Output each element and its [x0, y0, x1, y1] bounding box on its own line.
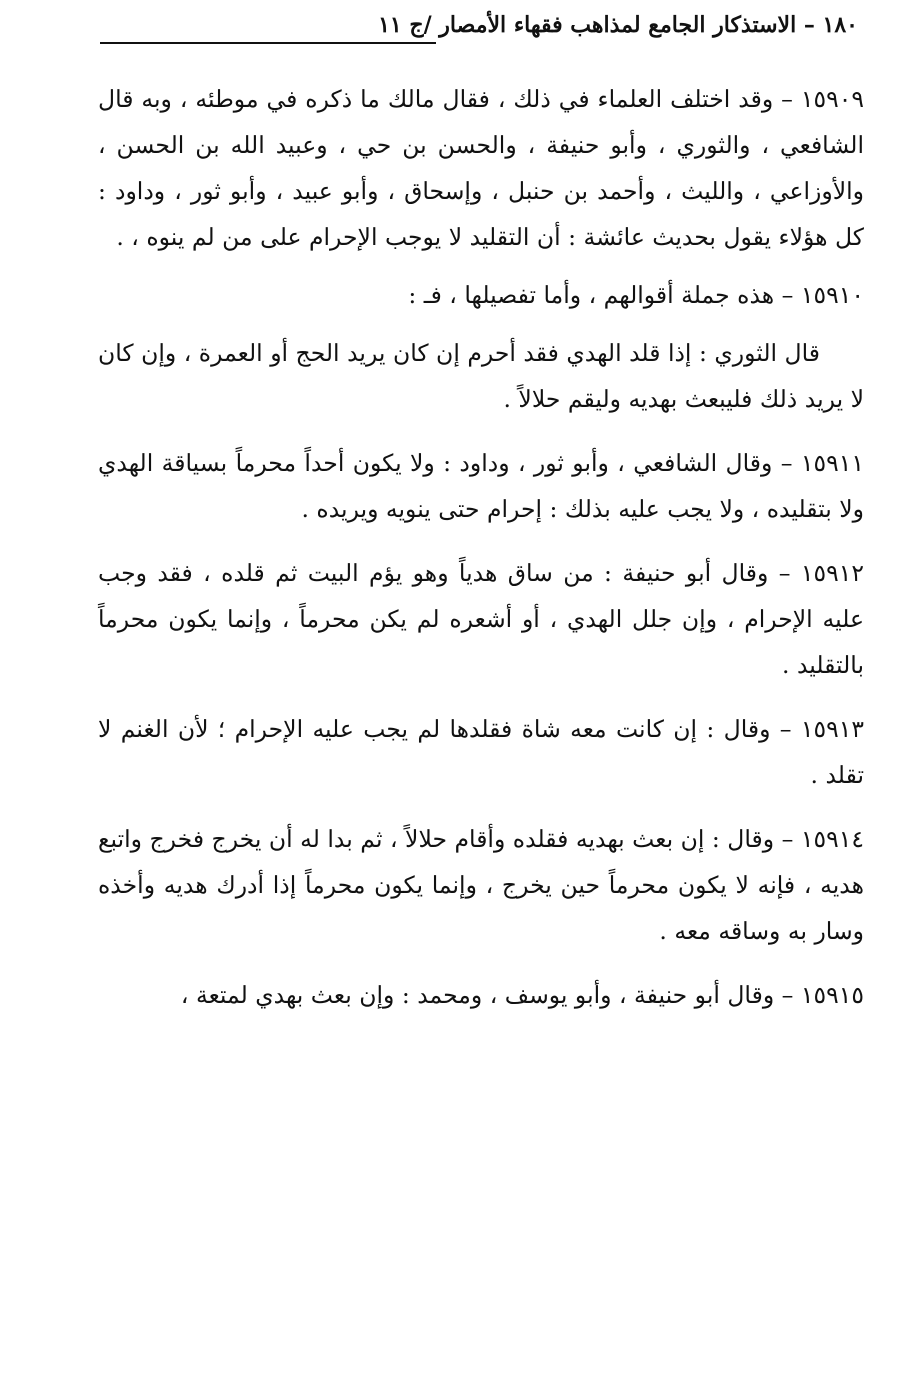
header-rule [100, 42, 436, 44]
paragraph-15915 [98, 972, 864, 1018]
paragraph-text: – وقد اختلف العلماء في ذلك ، فقال مالك ما ذكره في موطئه ، وبه قال الشافعي ، والثوري ، وأبو حنيفة ، والحسن بن حي ، وعبيد الله بن الحسن ، والأوزاعي ، والليث ، وأحمد بن حنبل ، وإسحاق ، وأبو عبيد ، وأبو ثور ، وداود : كل هؤلاء يقول بحديث عائشة : أن التقليد لا يوجب الإحرام على من لم ينوه ، . [98, 85, 864, 251]
paragraph-number: ١٥٩١٥ [800, 981, 864, 1009]
paragraph-text: – وقال : إن بعث بهديه فقلده وأقام حلالاً ، ثم بدا له أن يخرج فخرج واتبع هديه ، فإنه لا يكون محرماً حين يخرج ، وإنما يكون محرماً إذا أدرك هديه وأخذه وسار به وساقه معه . [98, 825, 864, 945]
page-body [98, 76, 864, 1030]
paragraph-number: ١٥٩١٤ [800, 825, 864, 853]
paragraph-text: – وقال أبو حنيفة : من ساق هدياً وهو يؤم البيت ثم قلده ، فقد وجب عليه الإحرام ، وإن جلل الهدي ، أو أشعره لم يكن محرماً ، وإنما يكون محرماً بالتقليد . [98, 559, 864, 679]
page-number: ١٨٠ [822, 12, 858, 38]
running-title: – الاستذكار الجامع لمذاهب فقهاء الأمصار /ج ١١ [378, 12, 815, 38]
paragraph-number: ١٥٩١٢ [800, 559, 864, 587]
paragraph-text: – وقال أبو حنيفة ، وأبو يوسف ، ومحمد : وإن بعث بهدي لمتعة ، [180, 981, 794, 1009]
paragraph-text: – وقال : إن كانت معه شاة فقلدها لم يجب عليه الإحرام ؛ لأن الغنم لا تقلد . [98, 715, 864, 789]
paragraph-number: ١٥٩٠٩ [800, 85, 864, 113]
paragraph-number: ١٥٩١٠ [800, 281, 864, 309]
paragraph-15914 [98, 816, 864, 954]
paragraph-15909 [98, 76, 864, 260]
paragraph-number: ١٥٩١١ [800, 449, 864, 477]
paragraph-text: – وقال الشافعي ، وأبو ثور ، وداود : ولا يكون أحداً محرماً بسياقة الهدي ولا بتقليده ، ولا يجب عليه بذلك : إحرام حتى ينويه ويريده . [98, 449, 864, 523]
paragraph-15910 [98, 272, 864, 318]
paragraph-15912 [98, 550, 864, 688]
paragraph-15913 [98, 706, 864, 798]
paragraph-text: – هذه جملة أقوالهم ، وأما تفصيلها ، فـ : [408, 281, 794, 309]
page-header [100, 12, 858, 38]
paragraph-15911 [98, 440, 864, 532]
paragraph-text: قال الثوري : إذا قلد الهدي فقد أحرم إن كان يريد الحج أو العمرة ، وإن كان لا يريد ذلك فليبعث بهديه وليقم حلالاً . [98, 339, 864, 413]
paragraph-number: ١٥٩١٣ [800, 715, 864, 743]
paragraph-thawri [98, 330, 864, 422]
